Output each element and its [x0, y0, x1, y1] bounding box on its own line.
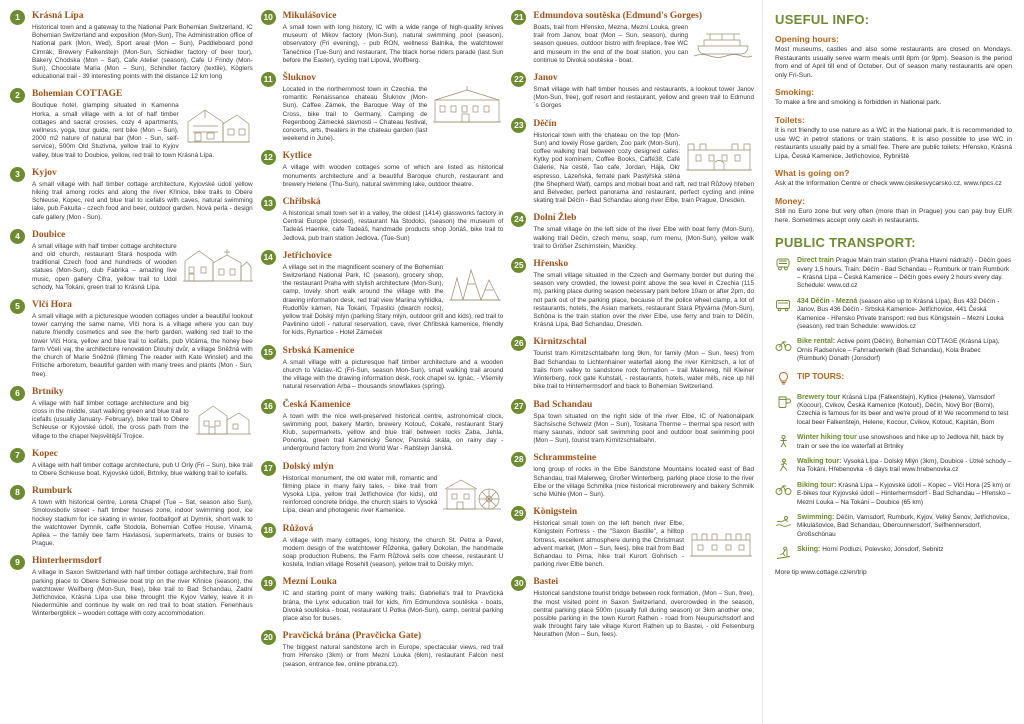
footer-more-tip[interactable]: More tip www.cottage.cz/en/trip [775, 569, 867, 577]
tour-biking [775, 482, 1012, 507]
lightbulb-icon [775, 371, 792, 386]
section-text-toilets: It is not friendly to use nature as a WC in the National park. It is recommended to use WC in petrol stations or train stations. It is also possible to use WC in restaurants usually paid by a small fee. There are public toilets: Hřensko, Krásná Lípa, Česká Kamenice, Jetřichovice, Rybniště [775, 126, 1012, 160]
entry-title: Dolní Žleb [533, 213, 577, 224]
entry-number: 14 [261, 250, 276, 265]
train-icon [775, 257, 792, 272]
entry-text: Historical small town on the left bench river Elbe, Königstein Fortress - the "Saxon Bastille", a hilltop fortress, excellent atmosphere during the Christmast advent market, (Mon – Sun, fees), bike trail from Bad Schandau to Pirna, hike trail Kurort Gohrisch - parking river Elbe bench. [533, 520, 685, 569]
entry-text: IC and starting point of many walking trails: Gabriella's trail to Pravčická brána, the Lynx education trail for kids, řím Edmundova soutěska - boats, Divoká soutěska - boat, restaurant U Potka (Mon-Sun), camp, central parking place also for buses. [282, 590, 504, 622]
transport-text: Prague Main train station (Praha Hlavní nádraží) - Děčín goes every 1,5 hours, Train: Děčín - Bad Schandau – Rumburk or train Rumburk – Krásná Lípa – Česká Kamenice – Děčín goes every 2 hours every day. Schedule: www.cd.cz [797, 257, 1012, 290]
section-title-whats-going-on: What is going on? [775, 168, 850, 179]
entry-text: Historical monument, the old water mill, romantic and filming place in many fairy tales, - bike trail from Vysoká Lípa, yellow trail Jetřichovice (for kids), old reinforced concrete bridge, the church stairs to Vysoká Lípa, clean and photogenic river Kamenice. [282, 474, 438, 515]
entry-number: 9 [10, 555, 25, 570]
entry-10 [261, 10, 504, 65]
entry-11 [261, 72, 504, 143]
chateau-sketch-icon [431, 86, 503, 126]
tour-swimming [775, 514, 1012, 539]
column-3 [511, 10, 756, 718]
section-text-whats-going-on: Ask at the Information Centre or check www.ceskesvycarsko.cz, www.npcs.cz [775, 180, 1002, 188]
entry-25 [511, 258, 754, 329]
tour-walking [775, 458, 1012, 475]
entry-30 [511, 576, 754, 639]
church-sketch-icon [181, 243, 253, 285]
entry-title: Česká Kamenice [282, 399, 351, 410]
entry-number: 22 [511, 72, 526, 87]
tour-brewery [775, 394, 1012, 428]
entry-title: Schrammsteine [533, 453, 597, 464]
entry-text: A village with wooden cottages some of which are listed as historical monuments architecture and a beautiful Baroque church, restaurant and brewery Helene (Thu-Sun), natural swimming lake, outdoor theatre. [282, 164, 504, 188]
entry-text: long group of rocks in the Elbe Sandstone Mountains located east of Bad Schandau, trail Malerweg, Großer Winterberg, parking place close to the river Elbe or the village Schmilka (nice historical microbrewery and bakery Schmilk sche Mühle (Mon – Sun). [533, 466, 755, 498]
tour-label: Swimming: [797, 514, 835, 522]
entry-7 [10, 448, 253, 478]
entry-9 [10, 555, 253, 618]
entry-number: 12 [261, 150, 276, 165]
tour-skiing [775, 546, 1012, 562]
entry-text: Boats, trail from Hřensko, Mezna, Mezní Louka, green trail from Janov, boat (Mon – Sun, season), during season queues, outdoor bistro with fireplace, free WC and museum in the end of the boat station, you can continue to Divoká soutěska - boat. [533, 24, 689, 64]
rock-formation-sketch-icon [447, 264, 503, 304]
castle-sketch-icon [684, 132, 754, 174]
entry-text: A small village with half timber cottage architecture and old church, restaurant Stará hospoda with traditional Czech food and hundreds of wooden statues (Mon-Sun), club Fabrika – amazing live music, open gallery Cifra, yellow trail to Udol schody, Na Tokáni, green trail to Krásná Lípa. [32, 242, 177, 291]
section-title-money: Money: [775, 195, 806, 206]
entry-text: Historical sandstone tourist bridge between rock formation, (Mon – Sun, free), the most visited point in Saxon Switzerland, overcrowded in the season, central parking place 500m (usually full during season) or 3km another one, possible parking in the town Kurort Rathen - road from Neupurschsdorf and walk throught fairy tale village Kurort Rathen up to Bastei, - old Felsenburg Neurathen (Mon – Sun, fees). [533, 590, 755, 639]
tip-tours-label: TIP TOURS: [797, 370, 845, 381]
entry-title: Dolský mlýn [282, 461, 334, 472]
transport-text: (season also up to Krásná Lípa), Bus 432 Děčín - Janov, Bus 436 Děčín - Srbská Kamenice- Jetřichovice, 441 Česká Kamenice - Hřensko Private transport: red bus Königstein – Mezní Louka (season), red train Schedule: www.idos.cz [797, 297, 1004, 330]
entry-number: 29 [511, 506, 526, 521]
snowshoe-icon [775, 434, 792, 449]
entry-title: Šluknov [282, 73, 316, 84]
chapel-sketch-icon [193, 400, 253, 438]
entry-1 [10, 10, 253, 81]
entry-20 [261, 630, 504, 669]
tour-text: use snowshoes and hike up to Jedlova hill, back by train or see the ice waterfall at Brtniky [797, 434, 1004, 450]
entry-text: A village with half timber cottage architecture and big cross in the middle, start walking green and blue trail to icefalls (usually January- February), bike trail to Obere Schleuse or Kyjovské údolí, the cross path from the village to the chapel Nejsvětější Trojice. [32, 399, 189, 440]
bike2-icon [775, 482, 792, 497]
watermill-sketch-icon [441, 475, 503, 513]
entry-17 [261, 461, 504, 516]
entry-8 [10, 485, 253, 548]
entry-title: Hřensko [533, 259, 569, 270]
tour-label: Biking tour: [797, 481, 837, 489]
public-transport-heading: PUBLIC TRANSPORT: [775, 235, 916, 251]
tour-text: Krásná Lípa – Kyjovské údolí – Kopec – Vlčí Hora (25 km) or E-bikes tour Kyjovské údolí – Hinterhermsdorf - Bad Schandau – Hřensko – Mezní Louka – Na Tokáni – Doubice (65 km) [797, 481, 1011, 506]
useful-info-panel [762, 0, 1024, 724]
entry-number: 19 [261, 576, 276, 591]
walk-icon [775, 458, 792, 473]
entry-number: 2 [10, 88, 25, 103]
entry-title: Mezní Louka [282, 577, 337, 588]
transport-label: Bike rental: [797, 338, 836, 346]
entry-number: 20 [261, 630, 276, 645]
entry-19 [261, 576, 504, 623]
entry-number: 25 [511, 258, 526, 273]
tip-tours-heading [775, 371, 1012, 387]
entry-title: Srbská Kamenice [282, 345, 355, 356]
entry-number: 23 [511, 118, 526, 133]
entry-title: Kirnitzschtal [533, 337, 587, 348]
tour-text: Vysoká Lípa - Dolský Mlýn (3km), Doubice - Uzké schody – Na Tokáni, Hřebenovka - 6 days trail www.hrebenovka.cz [797, 458, 1012, 474]
entry-text: Boutique hotel, glamping situated in Kamenna Horka, a small village with a lot of half timber cottages and sacral crosses, cozy 4 apartments, wellness, yoga, tour guide, rent bike (Mon – Sun), 2000 m2 nature of natural bar (Mon - Sun, self-service), 500m Old Stuzivna, yellow trail to Kyjov valley, blue trail to Doubice, yellow, red trail to town Krásná Lípa. [32, 102, 215, 159]
entry-text: Small village with half timber houses and restaurants, a lookout tower Janov (Mon-Sun, free), golf resort and restaurant, yellow and green trail to Edmund´s Gorges [533, 86, 755, 110]
section-title-smoking: Smoking: [775, 87, 815, 98]
entry-number: 7 [10, 448, 25, 463]
tour-label: Brewery tour [797, 393, 841, 401]
entry-number: 13 [261, 196, 276, 211]
entry-text: Tourist tram Kirnitzschtalbahn long 9km, for family (Mon – Sun, fees) from Bad Schandau to Lichtenhainer waterfall along the river Kirnitzsch, a lot of trails from valley to sandstone rock formation – trail Malerweg, hill Kleiner Winterberg, rock gate Kuhstall, - restaurants, hotels, water mills, nice up hill bike trail to Hinterhermsdorf and back to Bohemian Switzerland. [533, 350, 755, 391]
entry-number: 26 [511, 336, 526, 351]
entry-title: Janov [533, 73, 558, 84]
entry-text: The biggest natural sandstone arch in Europe, spectacular views, red trail from Hřensko (3km) or from Mezní Louka (6km), restaurant Falcon nest (season, entrance fee, online pbrana.cz). [282, 644, 504, 668]
entry-text: The small village situated in the Czech and Germany border but during the season very crowded, the lowest point above the sea level in Czechia (115 m), parking place during season necessary park before 10am or after 2pm, do not park out of the parking place, because of the police wheel clamp, a lot of restaurants, hotels, the Asian markets, restaurant Stará Ptyvárna (Mon-Sun), Schöna is the train station over the river Elbe, use ferry and train to Děčín, Krásná Lípa, Bad Schandau, Dresden. [533, 272, 755, 329]
entry-26 [511, 336, 754, 391]
entry-27 [511, 399, 754, 446]
entry-number: 8 [10, 485, 25, 500]
entry-title: Brtníky [32, 386, 64, 397]
entry-number: 10 [261, 10, 276, 25]
entry-text: Historical town and a gateway to the National Park Bohemian Switzerland, IC Bohemian Switzerland and exposition (Mon-Sun), The Administration office of National park (Mon, Wed), Sport areal (Mon – Sun), Paddleboard pond Cimrák, Brewery Falkenštejn (Mon-Sun, Schiedler factory of beer tour), Bakery Chodska (Mon – Sat), Cafe Atelier (season), Cafe U Frindy (Mon-Sun), Chocolate Maria (Mon – Sun), Schindler factory (textile), Köglers educational trail - 39 interesting points with the distance 12 km long [32, 24, 253, 81]
entry-number: 21 [511, 10, 526, 25]
entry-title: Königstein [533, 507, 578, 518]
entry-title: Mikulášovice [282, 11, 337, 21]
entry-title: Vlčí Hora [32, 300, 72, 311]
entry-number: 4 [10, 229, 25, 244]
entry-title: Růžová [282, 523, 314, 534]
transport-bike-rental [775, 338, 1012, 363]
entry-title: Pravčická brána (Pravčicka Gate) [282, 631, 422, 642]
transport-bus [775, 298, 1012, 332]
entry-number: 6 [10, 386, 25, 401]
entry-text: A small village with half timber cottage architecture, Kyjovské údolí yellow hiking trail among rocks and along the river Křinice, bike trails to Obere Schleuse, Kopec, red and blue trail to icefalls with caves, natural swimming lake, pub Fakulta - czech food and beer, outdoor garden. Nová perla - design cafe gallery (Mon - Sun). [32, 180, 253, 221]
entry-title: Kyjov [32, 167, 57, 178]
entry-number: 28 [511, 452, 526, 467]
fortress-sketch-icon [688, 520, 754, 560]
entry-text: A small village with a picturesque half timber architecture and a wooden church to Václav.-IC (Fri-Sun, season Mon-Sun), small walking trail around the village with the drawing information desk, rock chapel sv. Ignác, - Všemily natural reservation Arba – thousands snowflakes (spring). [282, 358, 504, 391]
entry-text: A town with historical centre, Loreta Chapel (Tue – Sat, season also Sun), Smolovsbotiv street - haft timber houses zone, indoor swimming pool, ice hockey stadium for ice skating in winter, footballgolf at Dymnik, short walk to the watchtower Dymnik, caffe Stodola, Bohemian Coffee House, Vinarna, Apilea – the family bee farm Havlasosi, supermarkets, trains or buses to Prague. [32, 499, 253, 548]
section-title-toilets: Toilets: [775, 114, 805, 125]
entry-number: 16 [261, 399, 276, 414]
bike-icon [775, 338, 792, 353]
beer-icon [775, 394, 792, 409]
entry-text: Historical town with the chateau on the top (Mon-Sun) and lovely Rose garden, Zoo park (Mon-Sun), coffee walking trail between cozy designed cafes: Kytky pod komínem, Coffee Books, Caffé38, Café Galerie, Na cestě, Tao cafe, Jordan, Hája, Okr espresso, Lázeňská, ferrate park Pastýřská stěna (the Shepherd Wall), camps and mobail boat and raft, red trail Růžový hřeben and Belveder, perfect panorama and restaurant, perfect cycling and inline skating trail Děčín - Bad Schandau along river Elbe, train Prague, Dresden. [533, 131, 755, 205]
column-1 [10, 10, 255, 718]
swim-icon [775, 514, 792, 529]
entry-6 [10, 386, 253, 441]
entry-text: Spa town situated on the right side of the river Elbe, IC of Nationalpark Sächsische Schweiz (Mon – Sun), Toskana Therme – thermal spa resort with many saunas, indoor salt swimming pool and outdoor boat swimming pool (Mon – Sun), tourist tram Kirnitzschtalbahn. [533, 412, 755, 445]
entry-title: Rumburk [32, 486, 73, 497]
entry-title: Edmundova soutěska (Edmund's Gorges) [533, 11, 703, 21]
transport-text: Active point (Děčín), Bohemian COTTAGE (Krásná Lípa), Ornis Radservice – Fahrradverleih (Bad Schandau), Kola Brabec (Rumburk) Donath (Jonsdorf) [797, 338, 1000, 363]
entry-title: Bohemian COTTAGE [32, 89, 123, 100]
entry-29 [511, 506, 754, 569]
entry-21 [511, 10, 754, 65]
transport-label: Direct train [797, 257, 834, 265]
entry-28 [511, 452, 754, 499]
entry-12 [261, 150, 504, 189]
entry-14 [261, 250, 504, 338]
tour-text: Krásná Lípa (Falkenštejn), Kytlice (Helene), Varnsdorf (Kocour), Cvikov, Česká Kamenice (Kotouč), Děčín, Nový Bor (Borni), Czechia is famous for its beer and we're proud of it! We recommend to test local beer Falkenštejn, Helene, Kocour, Cvikov, Kotouč, Kapitán, Born [797, 393, 1009, 426]
entry-title: Jetřichovice [282, 250, 332, 261]
entry-text: The small village on the left side of the river Elbe with boat ferry (Mon-Sun), walking trail Děčín, czech menu, soap, rum menu, (Mon-Sun), yellow walk trail to Größer Zschirnstein, Maxičky. [533, 226, 755, 250]
transport-label: 434 Děčín - Mezná [797, 297, 858, 305]
entry-13 [261, 196, 504, 243]
entry-3 [10, 167, 253, 222]
entry-title: Hinterhermsdorf [32, 556, 102, 567]
cottage-sketch-icon [183, 102, 253, 146]
section-title-opening-hours: Opening hours: [775, 34, 839, 44]
entry-number: 18 [261, 523, 276, 538]
boat-sketch-icon [692, 24, 754, 58]
entry-number: 27 [511, 399, 526, 414]
entry-number: 3 [10, 167, 25, 182]
section-text-smoking: To make a fire and smoking is forbidden in National park. [775, 99, 942, 107]
entry-title: Chřibská [282, 197, 321, 208]
entry-text: A small town with long history, IC with a wide range of high-quality knives museum of Mikov factory (Mon-Sun), natural swimming pool (season), observatory (Fri evening), - pub RON, wellness Balnika, the watchtower Tanečnice (Tue-Sun) and restaurant, The black horse riders parade (last Sun before the Easter), cycling trail Lipová, Wolfberg. [282, 24, 504, 64]
entry-text: A village set in the magnificent scenery of the Bohemian Switzerland National Park, IC (season), grocery shop, the restaurant Praha with stylish architecture (Mon-Sun), camp, lovely short walk around the village with the drawing information desk, red trail view Mariina vyhlídka, Rudolfův kámen, Na Tokáni, Trpaslici (dwarch rocks), yellow trail Dolský mlýn (parking Stary mlýn, outdoor grill and kids), red trail to Pavlinino údolí - natural reservation, cave, river Chřibská kamenice, friendly for kids, Rynartice - Hotel Zámeček [282, 263, 504, 337]
entry-4 [10, 229, 253, 292]
entry-text: A village with many cottages, long history, the church St. Petra a Pavel, modern design of the watchtower Růženka, gallery Dokolan, the handmade soap production Rubens, the Farm Růžová sells cow cheese, restaurant U kostela, Indian village Rosehill (season), yellow trail to Dolsky mlyn. [282, 536, 504, 569]
tour-label: Winter hiking tour [797, 434, 857, 442]
section-text-opening-hours: Most museums, castles and also some restaurants are closed on Mondays. Restaurants usually serve warm meals until 8pm (or 9pm). Season is the period from end of April till end of October. Out of season many restaurants are open only Fri-Sun. [775, 46, 1012, 79]
entry-text: A town with the nice well-preserved historical centre, astronomical clock, swimming pool, bakery Martin, brewery Kotouč, Cokafe, restaurant Starý Klub, supermarkets, yellow and blue trail between rocks Zaba, Jehla, Ponorka, green trail Kamenický Šenov, Panská skála, on rainy day - underground factory from 2nd World War - Rabštejn Janská. [282, 412, 504, 453]
ski-icon [775, 546, 792, 561]
entry-23 [511, 118, 754, 206]
entry-number: 5 [10, 299, 25, 314]
tour-label: Skiing: [797, 546, 821, 554]
useful-info-heading: USEFUL INFO: [775, 12, 870, 27]
entry-15 [261, 345, 504, 392]
entry-text: A historical small town set in a valley, the oldest (1414) glassworks factory in Central Europe (closed), restaurant Na Stodolci, (season) the museum of Tadeáš Haenke, cafe Tadeáš, handmade products shop Jonáš, bike trail to Jedlová, pub train station Jedlova. (Tue-Sun) [282, 210, 504, 242]
entry-number: 15 [261, 345, 276, 360]
entry-text: A village with half timber cottage architecture, pub U Orly (Fri – Sun), bike trail to Obere Schleuse boat, Kyjovské údolí, Brtníky, blue walking trail to icefalls. [32, 461, 253, 477]
entry-text: A small village with a picturesque wooden cottages under a beautiful lookout tower carrying the same name, Vlčí hora is a village where you can buy nature friendly cosmetics and see the herb garden, walking red trail to the tower Vlčí Hora, yellow and blue trail to icefalls, pub Vlčárna, the honey bee farm Včelí vaj, the architecture renovation Dlouhý dvůr, a village Sněžná with the church of Marie Sněžné (filming The reader with Kate Winslet) and the Fritsche arboretum, beautiful garden with many trees and plants (Mon - Sun, free). [32, 313, 253, 378]
entry-number: 24 [511, 212, 526, 227]
entry-number: 11 [261, 72, 276, 87]
entry-number: 17 [261, 461, 276, 476]
entry-title: Bad Schandau [533, 399, 593, 410]
transport-direct-train [775, 257, 1012, 291]
entry-18 [261, 523, 504, 570]
entry-5 [10, 299, 253, 379]
bus-icon [775, 298, 792, 313]
tour-winter-hiking [775, 434, 1012, 451]
entry-title: Doubice [32, 229, 66, 240]
entry-text: A village in Saxon Switzerland with half timber cottage architecture, trail from parking place to Obere Schleuse boat trip on the river Křinice (season), the watchtower Weifberg (Mon-Sun, free), bike trail to Bad Schandau, Zadní Jetřichovice, Krásná Lípa use bike throught the Kyjov Valley, leave it in Niedermühle and continue by walk on red trail to boat station. Ferienhaus Winterbergblick – wooden cottage with cozy accommodation. [32, 569, 253, 618]
entry-16 [261, 399, 504, 454]
section-text-money: Still no Euro zone but very often (more than in Prague) you can pay buy EUR here. Sometimes accept only cash in restaurants. [775, 207, 1012, 224]
entry-title: Kopec [32, 448, 58, 459]
entry-2 [10, 88, 253, 159]
tour-text: Horní Podluzí, Polevsko, Jonsdorf, Sebnitz [822, 546, 944, 554]
entry-title: Bastei [533, 577, 559, 588]
entry-title: Krásná Lípa [32, 11, 84, 21]
entry-number: 1 [10, 10, 25, 25]
entry-24 [511, 212, 754, 251]
entry-title: Děčín [533, 118, 557, 129]
entry-number: 30 [511, 576, 526, 591]
entry-text: Located in the northernmost town in Czechia, the romantic Renaissance chateau Šluknov (Mon-Sun), Caffee Zámek, the Baroque Way of the Cross, bike trail to Germany, Camping de Regenboog Zámecké slavnosti – Chateau festival, concerts, arts, theaters in the chateau garden (last weekend in June). [282, 86, 428, 143]
column-2 [261, 10, 506, 718]
tour-text: Děčín, Varnsdorf, Rumburk, Kyjov, Velký Šenov, Jetřichovice, Mikulášovice, Bad Schandau, Obercunnersdorf, Seifhennersdorf, Großschönau [797, 514, 1010, 538]
entry-22 [511, 72, 754, 111]
tour-label: Walking tour: [797, 458, 842, 466]
entry-title: Kytlice [282, 151, 312, 162]
